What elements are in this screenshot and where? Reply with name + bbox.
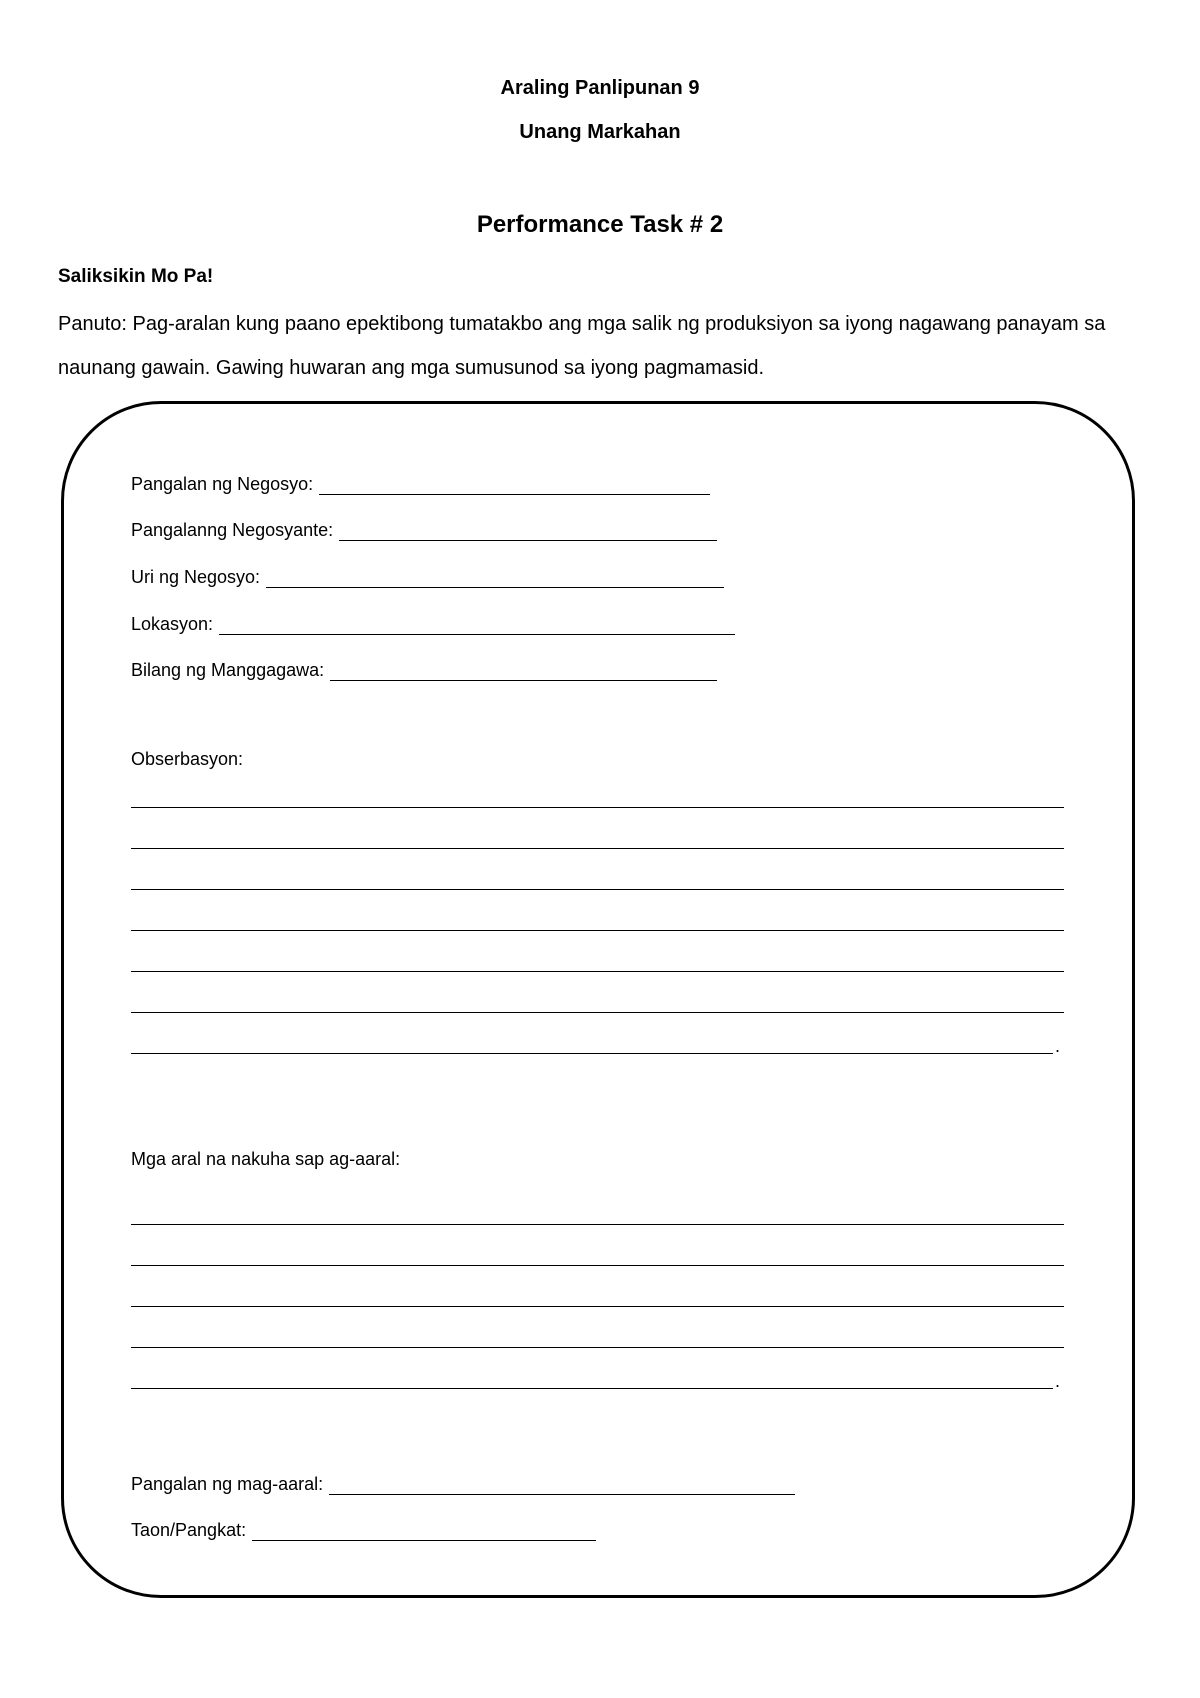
lessons-line[interactable]	[131, 1265, 1064, 1266]
year-section-blank[interactable]	[252, 1521, 596, 1541]
instructions-text: Panuto: Pag-aralan kung paano epektibong tumatakbo ang mga salik ng produksiyon sa iyong nagawang panayam sa naunang gawain. Gawing huwaran ang mga sumusunod sa iyong pagmamasid.	[58, 313, 1106, 379]
field-year-section	[131, 1519, 596, 1541]
field-label: Uri ng Negosyo:	[131, 567, 261, 587]
field-business-name	[131, 473, 710, 495]
observation-line[interactable]	[131, 930, 1064, 931]
lessons-line[interactable]	[131, 1347, 1064, 1348]
lessons-label: Mga aral na nakuha sap ag-aaral:	[131, 1149, 401, 1169]
business-name-blank[interactable]	[319, 475, 710, 495]
lessons-line[interactable]	[131, 1306, 1064, 1307]
field-owner-name	[131, 519, 717, 541]
observation-line[interactable]	[131, 971, 1064, 972]
field-worker-count	[131, 659, 717, 681]
observation-end-mark: .	[1055, 1036, 1061, 1056]
task-title: Performance Task # 2	[476, 211, 724, 238]
lessons-line[interactable]	[131, 1224, 1064, 1225]
observation-line[interactable]	[131, 848, 1064, 849]
field-business-type	[131, 566, 724, 588]
field-location	[131, 613, 735, 635]
observation-line[interactable]	[131, 1053, 1053, 1054]
observation-line[interactable]	[131, 807, 1064, 808]
field-student-name	[131, 1473, 795, 1495]
owner-name-blank[interactable]	[339, 521, 717, 541]
student-name-blank[interactable]	[329, 1475, 795, 1495]
lessons-line[interactable]	[131, 1388, 1053, 1389]
location-blank[interactable]	[219, 615, 735, 635]
field-label: Pangalanng Negosyante:	[131, 520, 334, 540]
observation-line[interactable]	[131, 1012, 1064, 1013]
section-title: Saliksikin Mo Pa!	[58, 266, 214, 287]
field-label: Taon/Pangkat:	[131, 1520, 247, 1540]
field-label: Pangalan ng mag-aaral:	[131, 1474, 324, 1494]
field-label: Lokasyon:	[131, 614, 214, 634]
worker-count-blank[interactable]	[330, 661, 717, 681]
field-label: Pangalan ng Negosyo:	[131, 474, 314, 494]
observation-line[interactable]	[131, 889, 1064, 890]
quarter-heading: Unang Markahan	[519, 121, 681, 143]
lessons-end-mark: .	[1055, 1371, 1061, 1391]
business-type-blank[interactable]	[266, 568, 724, 588]
subject-heading: Araling Panlipunan 9	[500, 77, 700, 99]
field-label: Bilang ng Manggagawa:	[131, 660, 325, 680]
observation-label: Obserbasyon:	[131, 749, 244, 769]
